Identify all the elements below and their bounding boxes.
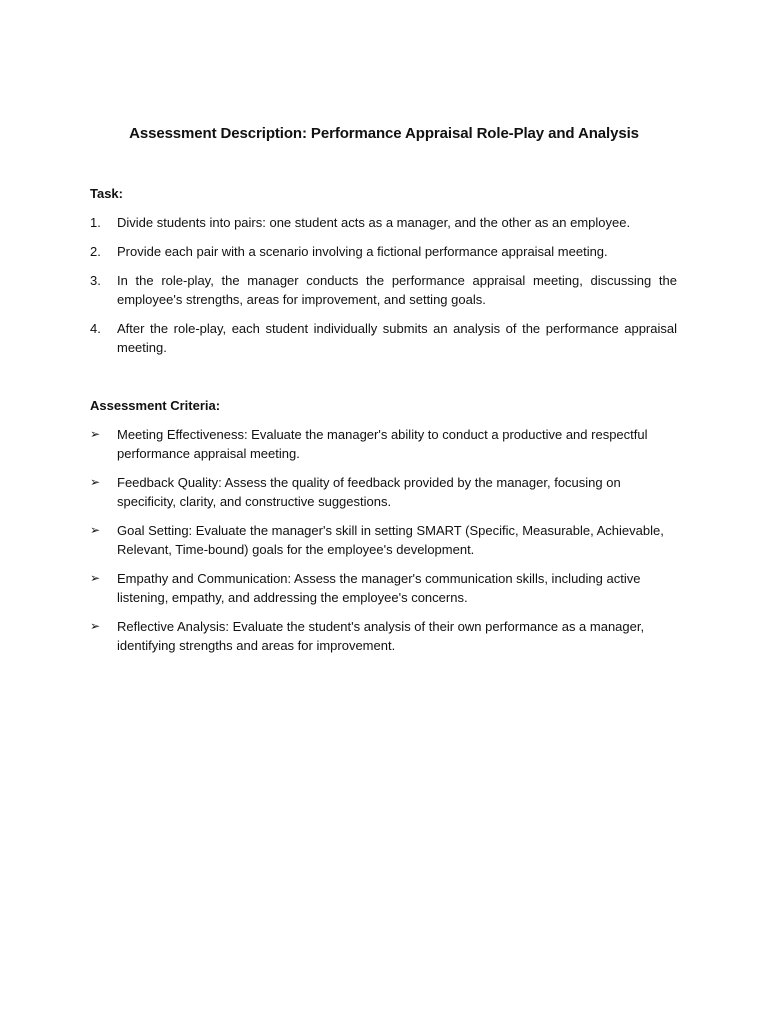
criteria-item	[90, 473, 677, 511]
criteria-list	[90, 425, 677, 665]
criteria-text: Feedback Quality: Assess the quality of feedback provided by the manager, focusing on specificity, clarity, and constructive suggestions.	[117, 475, 621, 509]
task-text: Provide each pair with a scenario involving a fictional performance appraisal meeting.	[117, 244, 608, 259]
task-text: After the role-play, each student individually submits an analysis of the performance appraisal meeting.	[117, 321, 677, 355]
arrow-bullet-icon: ➢	[90, 427, 101, 441]
task-number: 1.	[90, 215, 101, 230]
task-heading: Task:	[90, 186, 123, 201]
task-item	[90, 271, 677, 309]
task-list	[90, 213, 677, 367]
arrow-bullet-icon: ➢	[90, 523, 101, 537]
criteria-text: Empathy and Communication: Assess the manager's communication skills, including active listening, empathy, and addressing the employee's concerns.	[117, 571, 641, 605]
task-item	[90, 319, 677, 357]
task-number: 2.	[90, 244, 101, 259]
task-text: In the role-play, the manager conducts the performance appraisal meeting, discussing the employee's strengths, areas for improvement, and setting goals.	[117, 273, 677, 307]
task-number: 4.	[90, 321, 101, 336]
task-item	[90, 242, 677, 261]
criteria-text: Goal Setting: Evaluate the manager's skill in setting SMART (Specific, Measurable, Achievable, Relevant, Time-bound) goals for the employee's development.	[117, 523, 664, 557]
criteria-text: Meeting Effectiveness: Evaluate the manager's ability to conduct a productive and respectful performance appraisal meeting.	[117, 427, 648, 461]
criteria-text: Reflective Analysis: Evaluate the student's analysis of their own performance as a manager, identifying strengths and areas for improvement.	[117, 619, 645, 653]
task-number: 3.	[90, 273, 101, 288]
arrow-bullet-icon: ➢	[90, 619, 101, 633]
arrow-bullet-icon: ➢	[90, 475, 101, 489]
criteria-item	[90, 425, 677, 463]
criteria-item	[90, 617, 677, 655]
task-item	[90, 213, 677, 232]
document-title: Assessment Description: Performance Appraisal Role-Play and Analysis	[129, 125, 639, 142]
criteria-item	[90, 521, 677, 559]
task-text: Divide students into pairs: one student acts as a manager, and the other as an employee.	[117, 215, 631, 230]
arrow-bullet-icon: ➢	[90, 571, 101, 585]
criteria-heading: Assessment Criteria:	[90, 398, 221, 413]
criteria-item	[90, 569, 677, 607]
